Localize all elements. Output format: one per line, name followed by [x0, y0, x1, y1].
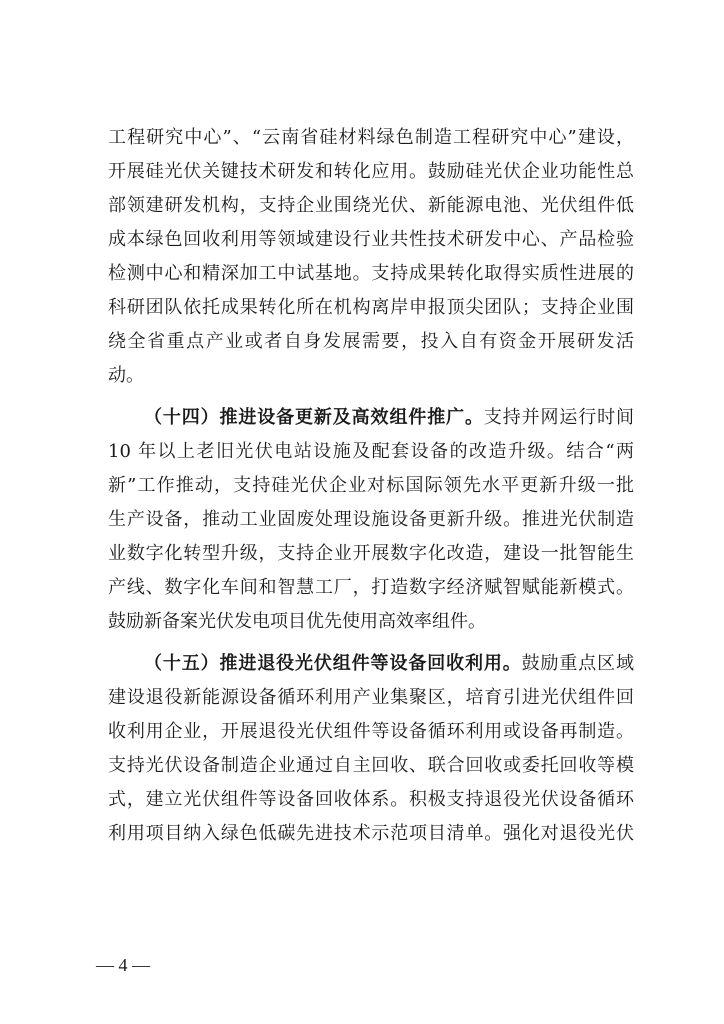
paragraph-line: 工程研究中心”、“云南省硅材料绿色制造工程研究中心”建设，	[108, 127, 634, 148]
section-14-heading: （十四）推进设备更新及高效组件推广。	[144, 407, 484, 428]
body-text	[108, 121, 634, 851]
paragraph-line: 支持光伏设备制造企业通过自主回收、联合回收或委托回收等模	[108, 755, 634, 776]
section-14-first-line	[108, 401, 634, 435]
paragraph-line: 动。	[108, 365, 144, 386]
paragraph-line: 鼓励新备案光伏发电项目优先使用高效率组件。	[108, 611, 486, 632]
paragraph-line: 收利用企业，开展退役光伏组件等设备循环利用或设备再制造。	[108, 721, 634, 742]
paragraph-line: 新”工作推动，支持硅光伏企业对标国际领先水平更新升级一批	[108, 475, 634, 496]
section-15-heading: （十五）推进退役光伏组件等设备回收利用。	[144, 653, 522, 674]
paragraph-line: 科研团队依托成果转化所在机构离岸申报顶尖团队；支持企业围	[108, 297, 634, 318]
section-15-first-line	[108, 647, 634, 681]
paragraph-line: 业数字化转型升级，支持企业开展数字化改造，建设一批智能生	[108, 543, 634, 564]
section-15-lead: 鼓励重点区域	[521, 653, 634, 674]
paragraph-line: 开展硅光伏关键技术研发和转化应用。鼓励硅光伏企业功能性总	[108, 161, 634, 182]
paragraph-line: 建设退役新能源设备循环利用产业集聚区，培育引进光伏组件回	[108, 687, 634, 708]
paragraph-line: 式，建立光伏组件等设备回收体系。积极支持退役光伏设备循环	[108, 789, 634, 810]
paragraph-line: 检测中心和精深加工中试基地。支持成果转化取得实质性进展的	[108, 263, 634, 284]
page-number: — 4 —	[96, 955, 150, 975]
paragraph-line: 绕全省重点产业或者自身发展需要，投入自有资金开展研发活	[108, 331, 634, 352]
section-14-lead: 支持并网运行时间	[483, 407, 634, 428]
paragraph-line: 10 年以上老旧光伏电站设施及配套设备的改造升级。结合“两	[108, 441, 634, 462]
paragraph-line: 利用项目纳入绿色低碳先进技术示范项目清单。强化对退役光伏	[108, 823, 634, 844]
paragraph-line: 产线、数字化车间和智慧工厂，打造数字经济赋智赋能新模式。	[108, 577, 634, 598]
paragraph-line: 部领建研发机构，支持企业围绕光伏、新能源电池、光伏组件低	[108, 195, 634, 216]
paragraph-line: 成本绿色回收利用等领域建设行业共性技术研发中心、产品检验	[108, 229, 634, 250]
paragraph-line: 生产设备，推动工业固废处理设施设备更新升级。推进光伏制造	[108, 509, 634, 530]
